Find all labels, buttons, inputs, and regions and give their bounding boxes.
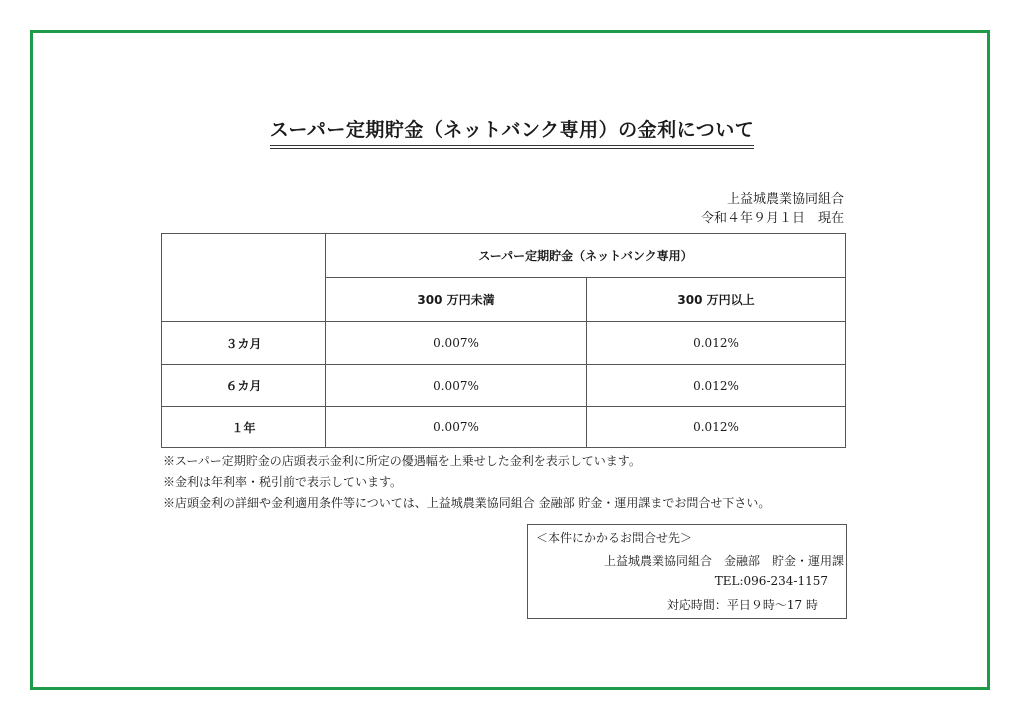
rate-cell: 0.012%	[587, 365, 846, 407]
contact-hours: 対応時間：平日９時～17 時	[666, 598, 818, 612]
as-of-date: 令和４年９月１日 現在	[700, 211, 844, 226]
organization-name: 上益城農業協同組合	[726, 192, 844, 207]
term-label: １年	[162, 407, 326, 448]
contact-department: 上益城農業協同組合 金融部 貯金・運用課	[603, 554, 844, 568]
rate-cell: 0.012%	[587, 407, 846, 448]
issuer-block	[701, 190, 844, 228]
table-row	[162, 322, 846, 365]
contact-phone: TEL:096-234-1157	[714, 574, 828, 588]
term-label: ６カ月	[162, 365, 326, 407]
rate-cell: 0.007%	[326, 407, 587, 448]
page-title	[0, 115, 1024, 149]
note-line: ※金利は年利率・税引前で表示しています。	[163, 475, 403, 489]
rate-cell: 0.007%	[326, 322, 587, 365]
column-header-under-3m: 300 万円未満	[326, 278, 587, 322]
contact-box	[527, 524, 847, 619]
column-header-over-3m: 300 万円以上	[587, 278, 846, 322]
contact-heading: ＜本件にかかるお問合せ先＞	[536, 531, 693, 545]
term-label: ３カ月	[162, 322, 326, 365]
table-row	[162, 407, 846, 448]
note-line: ※スーパー定期貯金の店頭表示金利に所定の優遇幅を上乗せした金利を表示しています。	[163, 454, 641, 468]
page-title-text: スーパー定期貯金（ネットバンク専用）の金利について	[270, 115, 754, 149]
table-row	[162, 365, 846, 407]
note-line: ※店頭金利の詳細や金利適用条件等については、上益城農業協同組合 金融部 貯金・運用課までお問合せ下さい。	[163, 496, 771, 510]
interest-rate-table	[161, 233, 846, 448]
table-header-row	[162, 234, 846, 278]
rate-cell: 0.007%	[326, 365, 587, 407]
product-header: スーパー定期貯金（ネットバンク専用）	[326, 234, 846, 278]
table-corner-cell	[162, 234, 326, 322]
rate-cell: 0.012%	[587, 322, 846, 365]
notes-block	[163, 451, 770, 514]
